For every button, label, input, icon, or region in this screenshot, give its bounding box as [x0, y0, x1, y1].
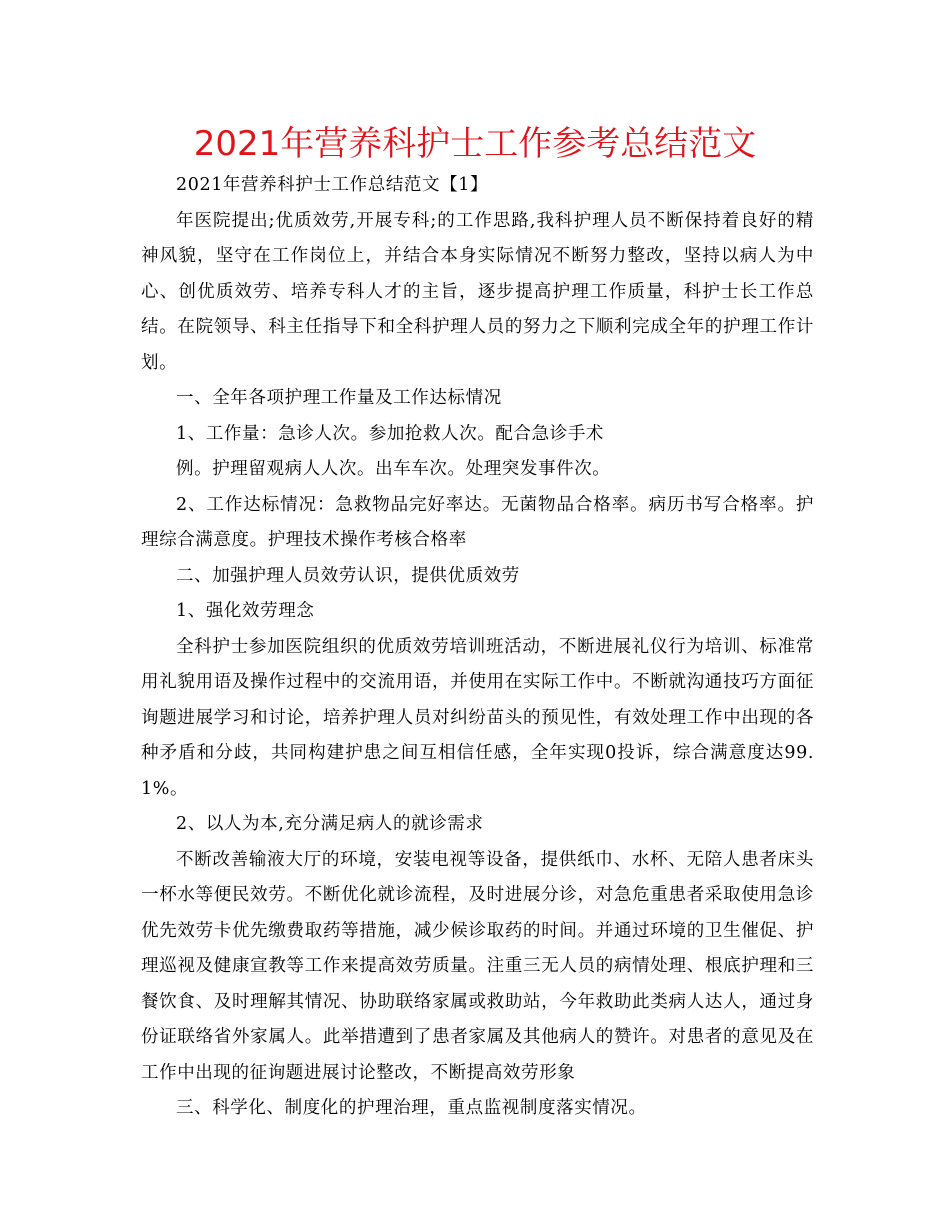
subheading-service-concept: 1、强化效劳理念: [176, 601, 315, 621]
paragraph-workload-continued: 例。护理留观病人人次。出车车次。处理突发事件次。: [176, 459, 611, 479]
paragraph-intro: 年医院提出;优质效劳,开展专科;的工作思路,我科护理人员不断保持着良好的精神风貌，坚守在工作岗位上，并结合本身实际情况不断努力整改，坚持以病人为中心、创优质效劳、培养专科人才的主旨，逐步提高护理工作质量，科护士长工作总结。在院领导、科主任指导下和全科护理人员的努力之下顺利完成全年的护理工作计划。: [141, 210, 814, 373]
paragraph-subtitle: 2021年营养科护士工作总结范文【1】: [176, 175, 489, 195]
document-title: 2021年营养科护士工作参考总结范文: [193, 124, 757, 164]
paragraph-service-training: 全科护士参加医院组织的优质效劳培训班活动，不断进展礼仪行为培训、标准常用礼貌用语及操作过程中的交流用语，并使用在实际工作中。不断就沟通技巧方面征询题进展学习和讨论，培养护理人员对纠纷苗头的预见性，有效处理工作中出现的各种矛盾和分歧，共同构建护患之间互相信任感，全年实现0投诉，综合满意度达99.1%。: [141, 636, 814, 799]
section-heading-1: 一、全年各项护理工作量及工作达标情况: [176, 388, 502, 408]
subheading-patient-needs: 2、以人为本,充分满足病人的就诊需求: [176, 814, 484, 834]
paragraph-patient-services: 不断改善输液大厅的环境，安装电视等设备，提供纸巾、水杯、无陪人患者床头一杯水等便民效劳。不断优化就诊流程，及时进展分诊，对急危重患者采取使用急诊优先效劳卡优先缴费取药等措施，减少候诊取药的时间。并通过环境的卫生催促、护理巡视及健康宣教等工作来提高效劳质量。注重三无人员的病情处理、根底护理和三餐饮食、及时理解其情况、协助联络家属或救助站，今年救助此类病人达人，通过身份证联络省外家属人。此举措遭到了患者家属及其他病人的赞许。对患者的意见及在工作中出现的征询题进展讨论整改，不断提高效劳形象: [141, 849, 814, 1083]
paragraph-workload: 1、工作量：急诊人次。参加抢救人次。配合急诊手术: [176, 423, 605, 444]
section-heading-3: 三、科学化、制度化的护理治理，重点监视制度落实情况。: [176, 1098, 647, 1118]
document-body: [141, 168, 814, 1127]
section-heading-2: 二、加强护理人员效劳认识，提供优质效劳: [176, 565, 520, 586]
paragraph-standards: 2、工作达标情况：急救物品完好率达。无菌物品合格率。病历书写合格率。护理综合满意度。护理技术操作考核合格率: [141, 494, 814, 550]
